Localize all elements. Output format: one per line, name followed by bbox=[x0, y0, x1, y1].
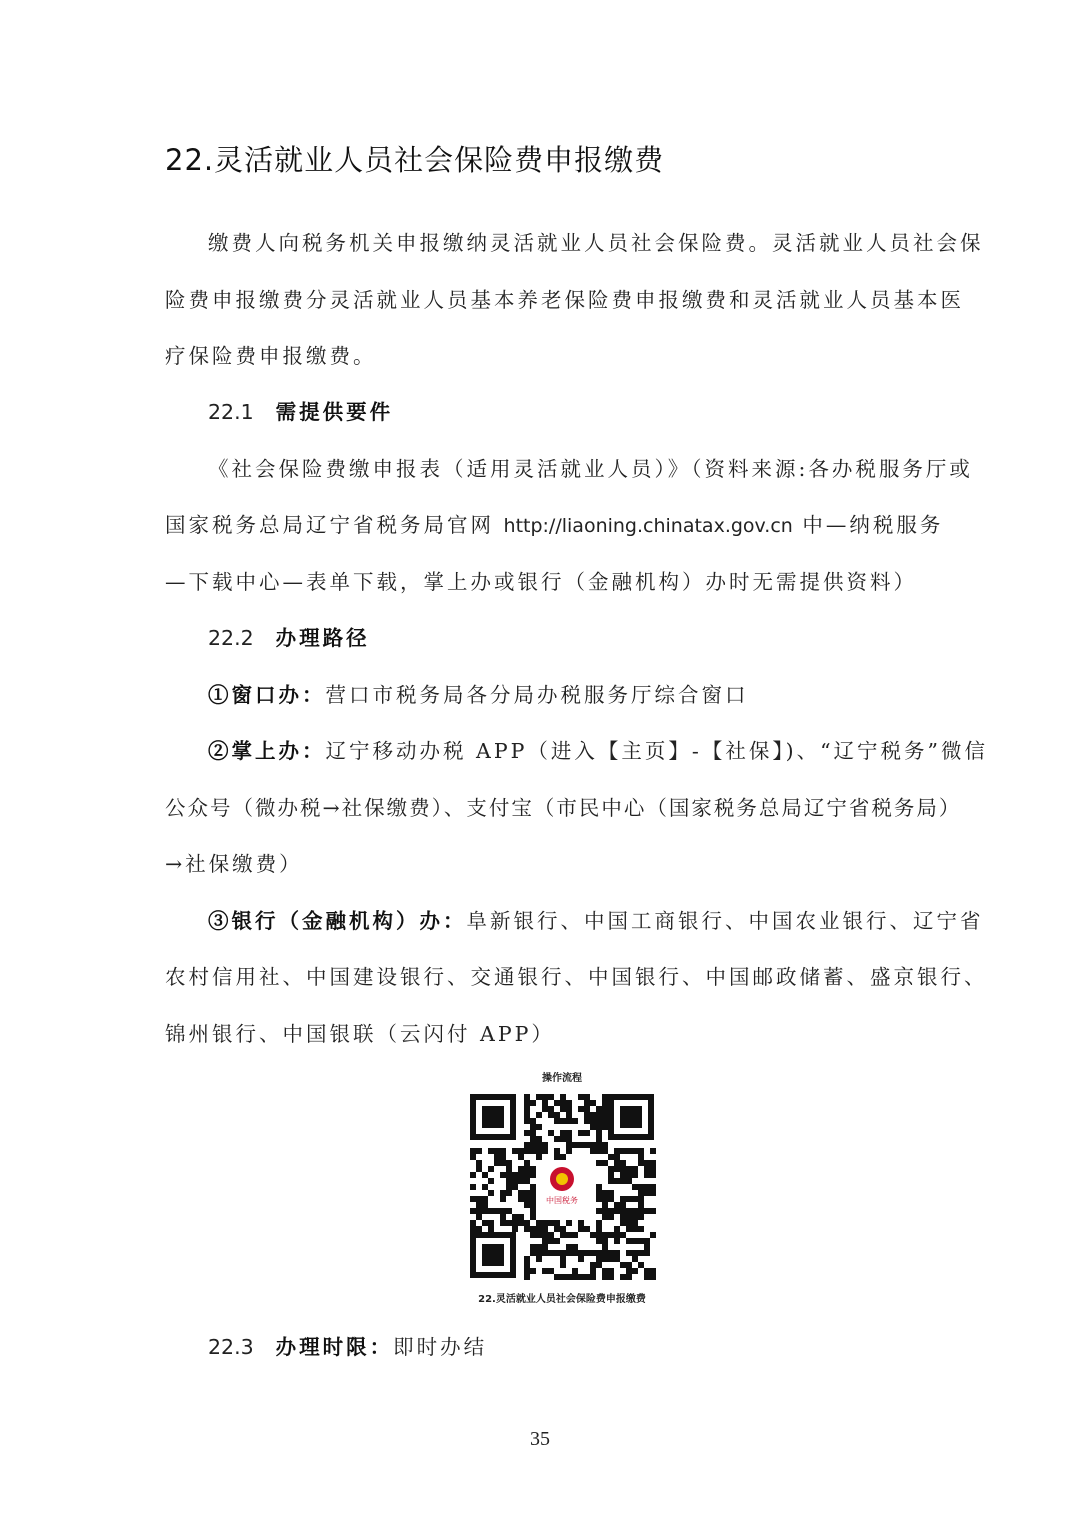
path-item-2-cont-2: →社保缴费） bbox=[165, 852, 303, 876]
path-item-2-cont: 公众号（微办税→社保缴费）、支付宝（市民中心（国家税务总局辽宁省税务局） bbox=[165, 796, 962, 820]
svg-text:中国税务: 中国税务 bbox=[546, 1196, 578, 1205]
section-heading: 22.灵活就业人员社会保险费申报缴费 bbox=[165, 143, 665, 177]
path-item-3-cont-2: 锦州银行、中国银联（云闪付 APP） bbox=[165, 1022, 555, 1046]
path-item-3-cont: 农村信用社、中国建设银行、交通银行、中国银行、中国邮政储蓄、盛京银行、 bbox=[165, 965, 988, 989]
requirements-text: 国家税务总局辽宁省税务局官网 bbox=[165, 513, 494, 537]
subsection-heading-22-3 bbox=[208, 1330, 487, 1360]
requirements-line-3: —下载中心—表单下载，掌上办或银行（金融机构）办时无需提供资料） bbox=[165, 570, 917, 594]
path-item-label: ②掌上办： bbox=[208, 739, 326, 763]
path-item-text: 阜新银行、中国工商银行、中国农业银行、辽宁省 bbox=[466, 909, 984, 933]
qr-code-image[interactable] bbox=[462, 1086, 662, 1286]
path-item-text: 营口市税务局各分局办税服务厅综合窗口 bbox=[325, 683, 749, 707]
subsection-title: 办理路径 bbox=[275, 626, 370, 650]
requirements-text-cont: 中—纳税服务 bbox=[802, 513, 944, 537]
requirements-line-1: 《社会保险费缴申报表（适用灵活就业人员）》（资料来源:各办税服务厅或 bbox=[208, 457, 973, 481]
website-url[interactable]: http://liaoning.chinatax.gov.cn bbox=[503, 515, 793, 537]
path-item-1 bbox=[208, 678, 749, 708]
subsection-heading-22-2 bbox=[208, 621, 370, 651]
path-item-2 bbox=[208, 734, 988, 764]
subsection-heading-22-1 bbox=[208, 395, 393, 425]
path-item-label: ③银行（金融机构）办： bbox=[208, 909, 467, 933]
tax-emblem-logo bbox=[536, 1160, 588, 1212]
subsection-number: 22.1 bbox=[208, 400, 254, 424]
subsection-title: 需提供要件 bbox=[275, 400, 394, 424]
subsection-number: 22.2 bbox=[208, 626, 254, 650]
intro-line-1: 缴费人向税务机关申报缴纳灵活就业人员社会保险费。灵活就业人员社会保 bbox=[208, 231, 984, 255]
processing-time-text: 即时办结 bbox=[393, 1335, 488, 1359]
requirements-line-2 bbox=[165, 508, 943, 538]
qr-caption-bottom: 22.灵活就业人员社会保险费申报缴费 bbox=[478, 1294, 646, 1305]
intro-line-3: 疗保险费申报缴费。 bbox=[165, 344, 377, 368]
path-item-label: ①窗口办： bbox=[208, 683, 326, 707]
path-item-text: 辽宁移动办税 APP（进入【主页】-【社保】)、“辽宁税务”微信 bbox=[325, 739, 989, 763]
path-item-3 bbox=[208, 904, 984, 934]
qr-code-block bbox=[462, 1072, 662, 1305]
page-number: 35 bbox=[530, 1428, 550, 1450]
subsection-title: 办理时限： bbox=[275, 1335, 394, 1359]
intro-line-2: 险费申报缴费分灵活就业人员基本养老保险费申报缴费和灵活就业人员基本医 bbox=[165, 288, 964, 312]
subsection-number: 22.3 bbox=[208, 1335, 254, 1359]
qr-caption-top: 操作流程 bbox=[542, 1073, 582, 1084]
